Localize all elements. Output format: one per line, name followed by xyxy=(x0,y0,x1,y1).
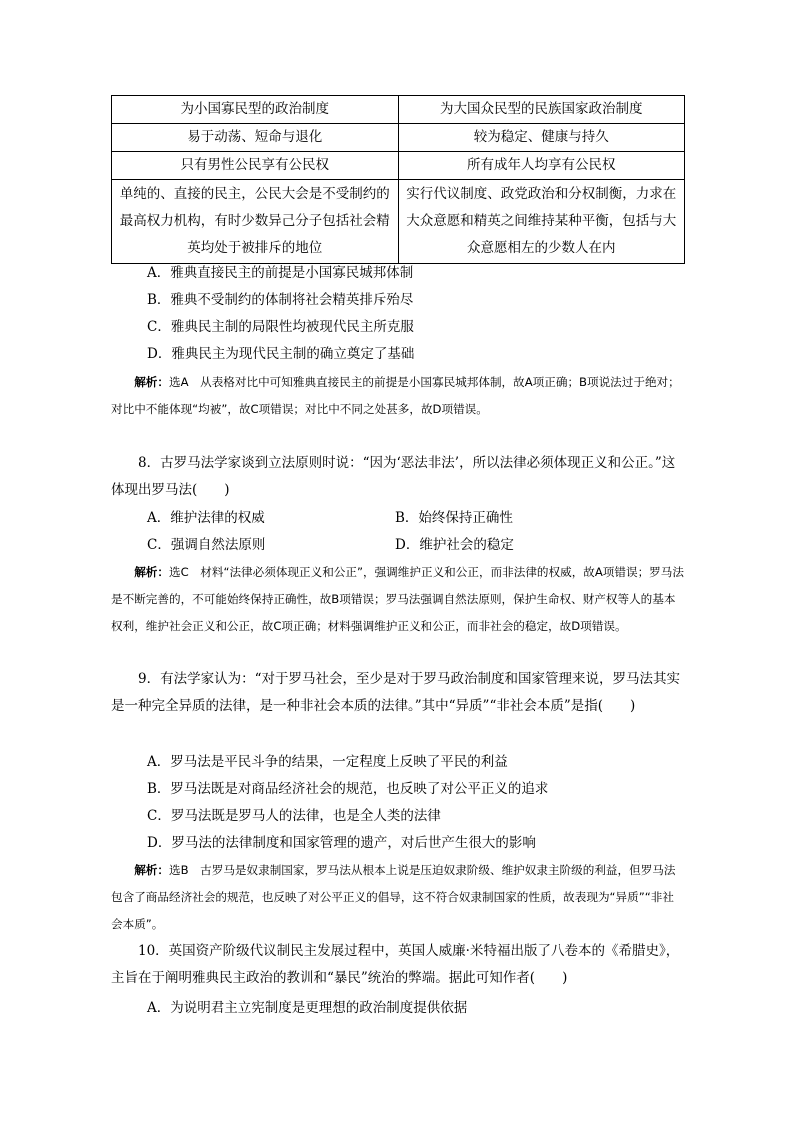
table-cell: 单纯的、直接的民主，公民大会是不受制约的最高权力机构，有时少数异己分子包括社会精英均处于被排斥的地位 xyxy=(112,180,399,264)
q8-option-a: A．维护法律的权威 xyxy=(147,510,265,526)
q8-analysis xyxy=(111,559,685,640)
q8-option-c: C．强调自然法原则 xyxy=(147,537,266,553)
q8-option-b: B．始终保持正确性 xyxy=(395,510,513,526)
analysis-tag: 解析： xyxy=(134,863,169,877)
q7-option-b: B．雅典不受制约的体制将社会精英排斥殆尽 xyxy=(147,292,414,308)
table-row xyxy=(112,124,685,152)
q8-option-d: D．维护社会的稳定 xyxy=(395,537,514,553)
q7-option-c: C．雅典民主制的局限性均被现代民主所克服 xyxy=(147,319,414,335)
q9-option-d: D．罗马法的法律制度和国家管理的遗产，对后世产生很大的影响 xyxy=(147,835,536,851)
table-cell: 易于动荡、短命与退化 xyxy=(112,124,399,152)
q7-analysis xyxy=(111,369,685,423)
q8-stem: 8．古罗马法学家谈到立法原则时说：“因为‘恶法非法’，所以法律必须体现正义和公正。”这体现出罗马法( ) xyxy=(111,455,676,498)
analysis-text: 选C 材料“法律必须体现正义和公正”，强调维护正义和公正，而非法律的权威，故A项错误；罗马法是不断完善的，不可能始终保持正确性，故B项错误；罗马法强调自然法原则，保护生命权、财产权等人的基本权利，维护社会正义和公正，故C项正确；材料强调维护正义和公正，而非社会的稳定，故D项错误。 xyxy=(111,565,684,633)
q9-option-b: B．罗马法既是对商品经济社会的规范，也反映了对公平正义的追求 xyxy=(147,781,549,797)
analysis-text: 选A 从表格对比中可知雅典直接民主的前提是小国寡民城邦体制，故A项正确；B项说法过于绝对；对比中不能体现“均被”，故C项错误；对比中不同之处甚多，故D项错误。 xyxy=(111,375,680,416)
table-cell: 只有男性公民享有公民权 xyxy=(112,152,399,180)
table-cell: 较为稳定、健康与持久 xyxy=(398,124,685,152)
table-cell: 为大国众民型的民族国家政治制度 xyxy=(398,96,685,124)
q7-option-a: A．雅典直接民主的前提是小国寡民城邦体制 xyxy=(147,265,414,281)
table-cell: 所有成年人均享有公民权 xyxy=(398,152,685,180)
table-cell: 实行代议制度、政党政治和分权制衡，力求在大众意愿和精英之间维持某种平衡，包括与大众意愿相左的少数人在内 xyxy=(398,180,685,264)
analysis-tag: 解析： xyxy=(134,565,169,579)
q9-analysis xyxy=(111,857,685,938)
table-cell: 为小国寡民型的政治制度 xyxy=(112,96,399,124)
q7-option-d: D．雅典民主为现代民主制的确立奠定了基础 xyxy=(147,346,415,362)
q10-option-a: A．为说明君主立宪制度是更理想的政治制度提供依据 xyxy=(147,1000,468,1016)
table-row xyxy=(112,180,685,264)
q9-option-a: A．罗马法是平民斗争的结果，一定程度上反映了平民的利益 xyxy=(147,754,508,770)
table-row xyxy=(112,152,685,180)
q9-option-c: C．罗马法既是罗马人的法律，也是全人类的法律 xyxy=(147,808,441,824)
table-row xyxy=(112,96,685,124)
analysis-tag: 解析： xyxy=(134,375,169,389)
comparison-table xyxy=(111,95,685,264)
q10-stem: 10．英国资产阶级代议制民主发展过程中，英国人威廉·米特福出版了八卷本的《希腊史》，主旨在于阐明雅典民主政治的教训和“暴民”统治的弊端。据此可知作者( ) xyxy=(111,943,680,986)
analysis-text: 选B 古罗马是奴隶制国家，罗马法从根本上说是压迫奴隶阶级、维护奴隶主阶级的利益，但罗马法包含了商品经济社会的规范，也反映了对公平正义的倡导，这不符合奴隶制国家的性质，故表现为“异质”“非社会本质”。 xyxy=(111,863,676,931)
q9-stem: 9．有法学家认为：“对于罗马社会，至少是对于罗马政治制度和国家管理来说，罗马法其实是一种完全异质的法律，是一种非社会本质的法律。”其中“异质”“非社会本质”是指( ) xyxy=(111,671,680,714)
